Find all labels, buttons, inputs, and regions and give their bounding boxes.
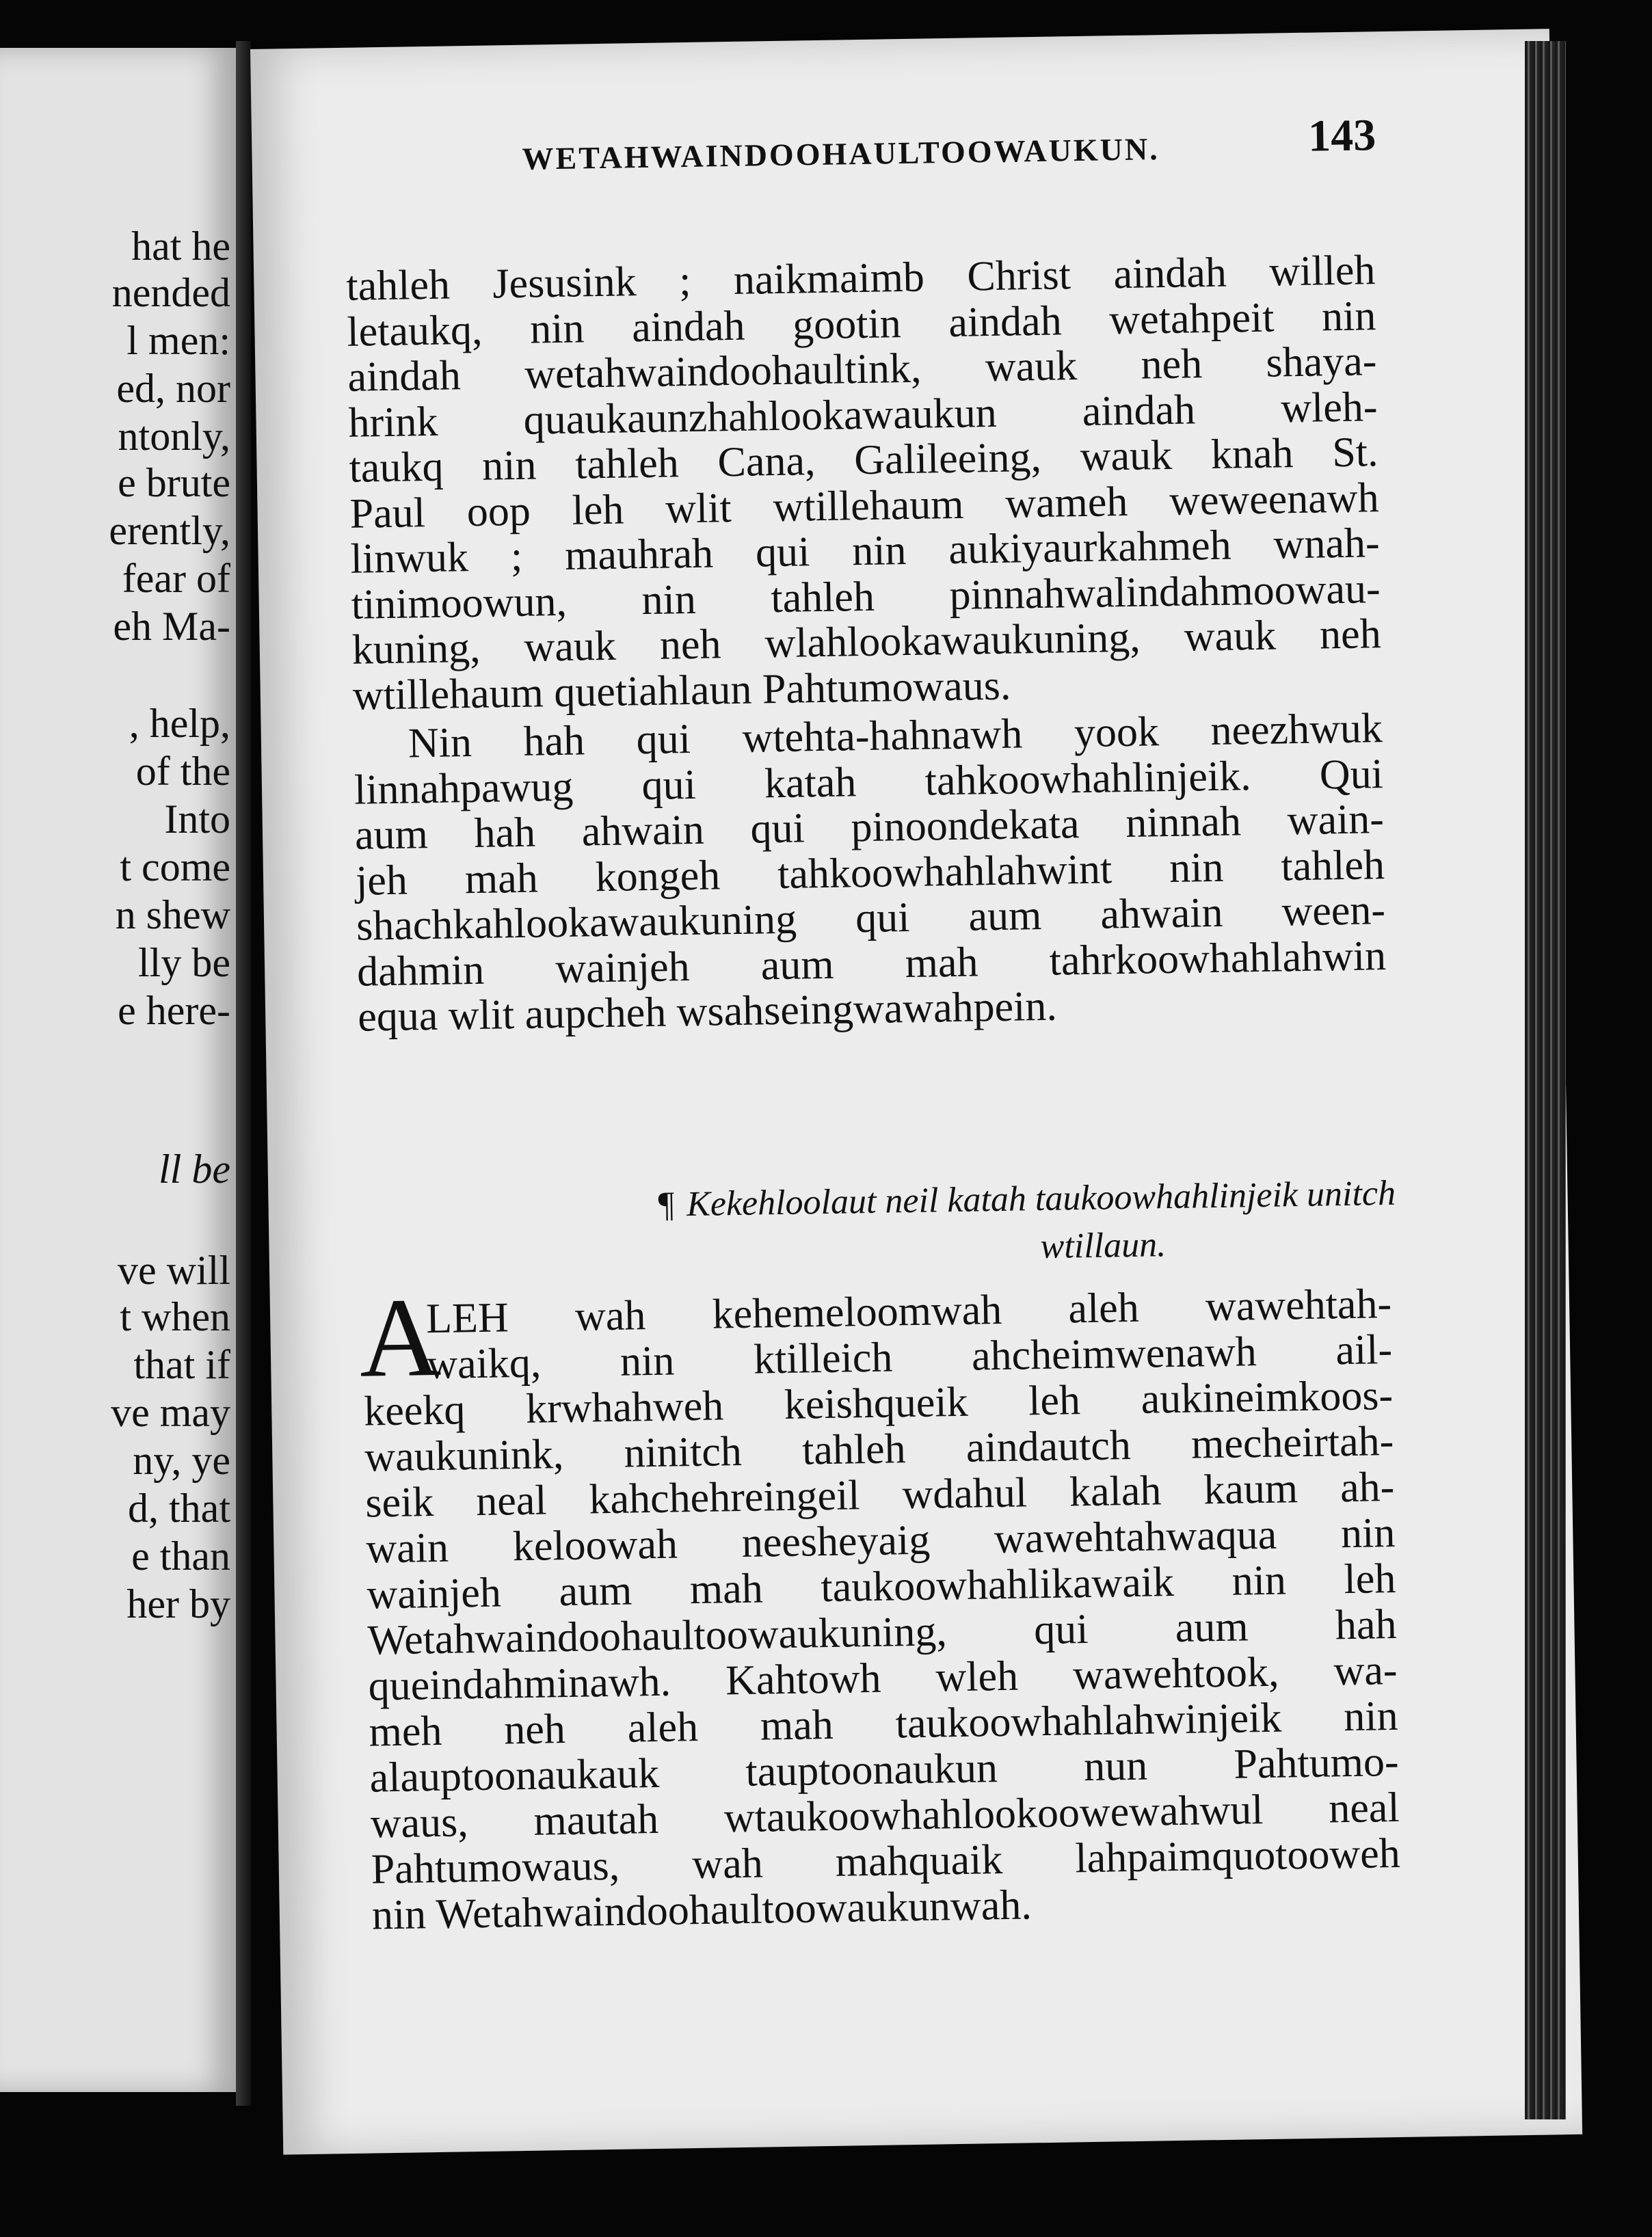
text-line: jeh mah kongeh tahkoowhahlahwint nin tahleh (355, 841, 1385, 905)
pilcrow-icon: ¶ (658, 1185, 675, 1224)
left-page-line: ntonly, (118, 414, 230, 459)
left-page-line: hat he (131, 224, 230, 269)
running-head: WETAHWAINDOOHAULTOOWAUKUN. (522, 131, 1160, 176)
text-line: Wetahwaindoohaultoowaukuning, qui aum hah (367, 1600, 1397, 1664)
text-line: shachkahlookawaukuning qui aum ahwain ween- (356, 887, 1386, 950)
section-heading-line-2: wtillaun. (1040, 1225, 1167, 1267)
left-page-line: eh Ma- (113, 604, 230, 649)
section-heading-line-1 (658, 1173, 1396, 1225)
left-page-line: Into (164, 796, 230, 842)
text-line: Nin hah qui wtehta-hahnawh yook neezhwuk (408, 705, 1383, 767)
text-line: waukunink, ninitch tahleh aindautch mecheirtah- (364, 1417, 1394, 1481)
left-page-line: ve may (111, 1390, 230, 1435)
text-line: waikq, nin ktilleich ahcheimwenawh ail- (426, 1326, 1393, 1389)
text-line: linnahpawug qui katah tahkoowhahlinjeik. Qui (354, 750, 1384, 814)
drop-cap: A (358, 1274, 442, 1401)
text-line: equa wlit aupcheh wsahseingwawahpein. (357, 982, 1058, 1041)
left-page-line: of the (135, 749, 230, 794)
text-line: linwuk ; mauhrah qui nin aukiyaurkahmeh wnah- (350, 520, 1381, 582)
left-page-line: t when (120, 1294, 230, 1339)
left-page-line: ll be (159, 1147, 230, 1192)
book-gutter (236, 41, 251, 2106)
heading-text-1: Kekehloolaut neil katah taukoowhahlinjeik unitch (686, 1173, 1396, 1224)
left-page-line: n shew (115, 892, 230, 937)
text-line: kuning, wauk neh wlahlookawaukuning, wauk neh (351, 611, 1382, 673)
text-line: aindah wetahwaindoohaultink, wauk neh shaya- (347, 338, 1377, 401)
text-line: taukq nin tahleh Cana, Galileeing, wauk knah St. (349, 429, 1378, 492)
text-line: alauptoonaukauk tauptoonaukun nun Pahtumo- (369, 1738, 1400, 1801)
text-line: Paul oop leh wlit wtillehaum wameh weweenawh (349, 474, 1380, 537)
text-line: LEH wah kehemeloomwah aleh wawehtah- (425, 1281, 1392, 1343)
text-line: nin Wetahwaindoohaultoowaukunwah. (371, 1881, 1032, 1939)
page-edges (1525, 41, 1566, 2119)
left-page-line: her by (126, 1581, 230, 1626)
text-line: seik neal kahchehreingeil wdahul kalah kaum ah- (364, 1463, 1395, 1527)
left-page-line: erently, (109, 508, 230, 553)
left-page-line: that if (133, 1342, 230, 1387)
text-line: Pahtumowaus, wah mahquaik lahpaimquotooweh (371, 1830, 1401, 1893)
text-line: wain keloowah neesheyaig wawehtahwaqua nin (365, 1509, 1396, 1572)
left-page-line: l men: (126, 318, 230, 363)
left-page (0, 48, 236, 2092)
text-line: queindahminawh. Kahtowh wleh wawehtook, wa- (368, 1646, 1398, 1710)
left-page-line: nended (111, 270, 230, 315)
left-page-line: ed, nor (116, 366, 230, 411)
page-number: 143 (1307, 110, 1376, 161)
left-page-line: e here- (118, 988, 230, 1033)
text-line: tahleh Jesusink ; naikmaimb Christ aindah willeh (345, 247, 1376, 310)
text-line: keekq krwhahweh keishqueik leh aukineimkoos- (363, 1371, 1394, 1435)
text-line: waus, mautah wtaukoowhahlookoowewahwul neal (370, 1784, 1400, 1847)
left-page-line: t come (120, 844, 230, 889)
text-line: meh neh aleh mah taukoowhahlahwinjeik nin (369, 1692, 1399, 1756)
text-line: letaukq, nin aindah gootin aindah wetahpeit nin (346, 292, 1376, 356)
text-line: wainjeh aum mah taukoowhahlikawaik nin leh (366, 1555, 1396, 1618)
left-page-line: e brute (118, 460, 230, 505)
left-page-line: fear of (122, 556, 230, 601)
text-line: aum hah ahwain qui pinoondekata ninnah wain- (354, 796, 1385, 859)
left-page-line: , help, (129, 701, 230, 746)
left-page-line: ny, ye (133, 1438, 230, 1483)
text-line: hrink quaukaunzhahlookawaukun aindah wleh- (348, 383, 1378, 446)
text-line: tinimoowun, nin tahleh pinnahwalindahmoowau- (351, 565, 1381, 628)
left-page-line: e than (131, 1533, 230, 1579)
text-line: dahmin wainjeh aum mah tahrkoowhahlahwin (356, 932, 1387, 995)
text-line: wtillehaum quetiahlaun Pahtumowaus. (352, 662, 1011, 719)
left-page-line: lly be (138, 940, 230, 985)
left-page-line: d, that (128, 1486, 230, 1531)
right-page (250, 29, 1582, 2154)
left-page-line: ve will (118, 1248, 230, 1293)
